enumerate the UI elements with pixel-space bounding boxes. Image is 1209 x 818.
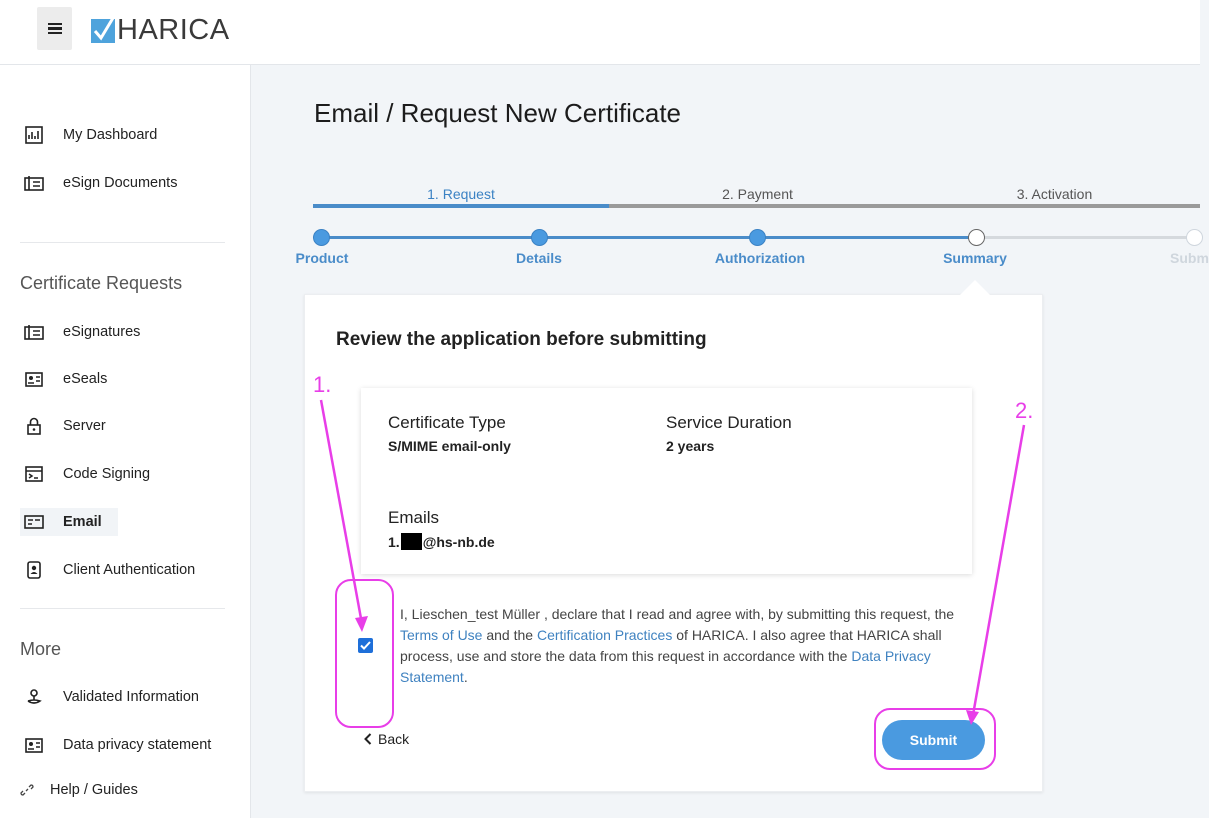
sidebar-item-client-authentication[interactable] (20, 556, 195, 584)
duration-value: 2 years (666, 438, 715, 454)
step-dot-summary (968, 229, 985, 246)
lock-icon (23, 416, 45, 436)
badge-icon (23, 560, 45, 580)
agreement-part: of HARICA. I also agree that HARICA shall process, use and store the data from this request in accordance with the (400, 627, 942, 664)
step-label-details[interactable]: Details (516, 250, 562, 266)
email-value (388, 533, 495, 550)
sidebar-item-email[interactable] (20, 508, 118, 536)
sidebar-item-label: eSign Documents (63, 175, 178, 191)
sidebar-item-label: Code Signing (63, 466, 151, 482)
email-index: 1. (388, 534, 400, 550)
phase-progress-active (313, 204, 609, 208)
chevron-left-icon (364, 733, 372, 745)
sidebar (0, 65, 251, 818)
sidebar-item-label: eSignatures (63, 324, 141, 340)
emails-label: Emails (388, 508, 440, 527)
esign-icon (23, 322, 45, 342)
phase-payment: 2. Payment (722, 186, 793, 202)
sidebar-item-esign-documents[interactable] (20, 169, 177, 197)
sidebar-item-server[interactable] (20, 412, 106, 440)
logo-text: HARICA (117, 14, 230, 46)
phase-activation: 3. Activation (1016, 186, 1093, 202)
sidebar-item-code-signing[interactable] (20, 460, 150, 488)
step-dot-product[interactable] (313, 229, 330, 246)
sidebar-item-label: Help / Guides (50, 782, 138, 798)
agreement-part: . (463, 669, 468, 685)
step-dot-details[interactable] (531, 229, 548, 246)
phase-request: 1. Request (427, 186, 495, 202)
person-pin-icon (23, 687, 45, 707)
phase-progress-remaining (609, 204, 1200, 208)
harica-logo[interactable] (91, 14, 230, 47)
logo-check-icon (91, 19, 115, 43)
annotation-box-submit (874, 708, 996, 770)
sidebar-item-label: Data privacy statement (63, 737, 212, 753)
sidebar-item-label: eSeals (63, 371, 108, 387)
cert-type-value: S/MIME email-only (388, 438, 511, 454)
sidebar-divider (20, 608, 225, 609)
sidebar-item-my-dashboard[interactable] (20, 121, 157, 149)
id-card-icon (23, 369, 45, 389)
id-card-icon (23, 735, 45, 755)
summary-box (361, 388, 972, 574)
annotation-number-2: 2. (1015, 398, 1034, 423)
dashboard-icon (23, 125, 45, 145)
menu-toggle-button[interactable] (37, 7, 72, 50)
stepper-line-done (322, 236, 977, 239)
step-label-submit: Subm (1170, 250, 1209, 266)
sidebar-item-label: Email (63, 514, 102, 530)
sidebar-item-help-guides[interactable] (13, 776, 138, 804)
cert-type-label: Certificate Type (388, 413, 506, 432)
email-domain: @hs-nb.de (422, 534, 495, 550)
terms-of-use-link[interactable]: Terms of Use (400, 627, 483, 643)
step-label-summary: Summary (943, 250, 1007, 266)
sidebar-item-eseals[interactable] (20, 365, 107, 393)
top-bar (0, 0, 1200, 65)
back-button[interactable] (364, 731, 409, 747)
step-label-product[interactable]: Product (295, 250, 349, 266)
sidebar-item-label: Server (63, 418, 106, 434)
step-label-authorization[interactable]: Authorization (714, 250, 806, 266)
section-title-more: More (20, 639, 62, 659)
annotation-box-checkbox (335, 579, 394, 728)
sidebar-item-esignatures[interactable] (20, 318, 140, 346)
annotation-number-1: 1. (313, 372, 332, 397)
section-title-certificate-requests: Certificate Requests (20, 273, 183, 293)
sidebar-item-validated-information[interactable] (20, 683, 199, 711)
data-privacy-statement-link[interactable]: Data Privacy Statement (400, 648, 931, 685)
step-dot-authorization[interactable] (749, 229, 766, 246)
duration-label: Service Duration (666, 413, 792, 432)
redaction-block (401, 533, 422, 550)
sidebar-divider (20, 242, 225, 243)
certification-practices-link[interactable]: Certification Practices (536, 627, 673, 643)
stepper-line-pending (977, 236, 1200, 239)
agreement-part: and the (482, 627, 537, 643)
page-title: Email / Request New Certificate (314, 98, 682, 128)
submit-button[interactable]: Submit (882, 720, 985, 760)
sidebar-item-label: Validated Information (63, 689, 199, 705)
card-caret (960, 280, 990, 295)
terminal-icon (23, 464, 45, 484)
back-label: Back (378, 731, 410, 747)
sidebar-item-label: My Dashboard (63, 127, 158, 143)
step-dot-submit (1186, 229, 1203, 246)
sidebar-item-label: Client Authentication (63, 562, 196, 578)
sidebar-item-data-privacy-statement[interactable] (20, 731, 211, 759)
card-heading: Review the application before submitting (336, 329, 707, 350)
agreement-text (400, 604, 970, 688)
esign-icon (23, 173, 45, 193)
hamburger-icon (48, 23, 62, 34)
email-card-icon (23, 512, 45, 532)
agreement-part: I, Lieschen_test Müller , declare that I read and agree with, by submitting this request, the (400, 606, 955, 622)
link-icon (16, 780, 38, 800)
